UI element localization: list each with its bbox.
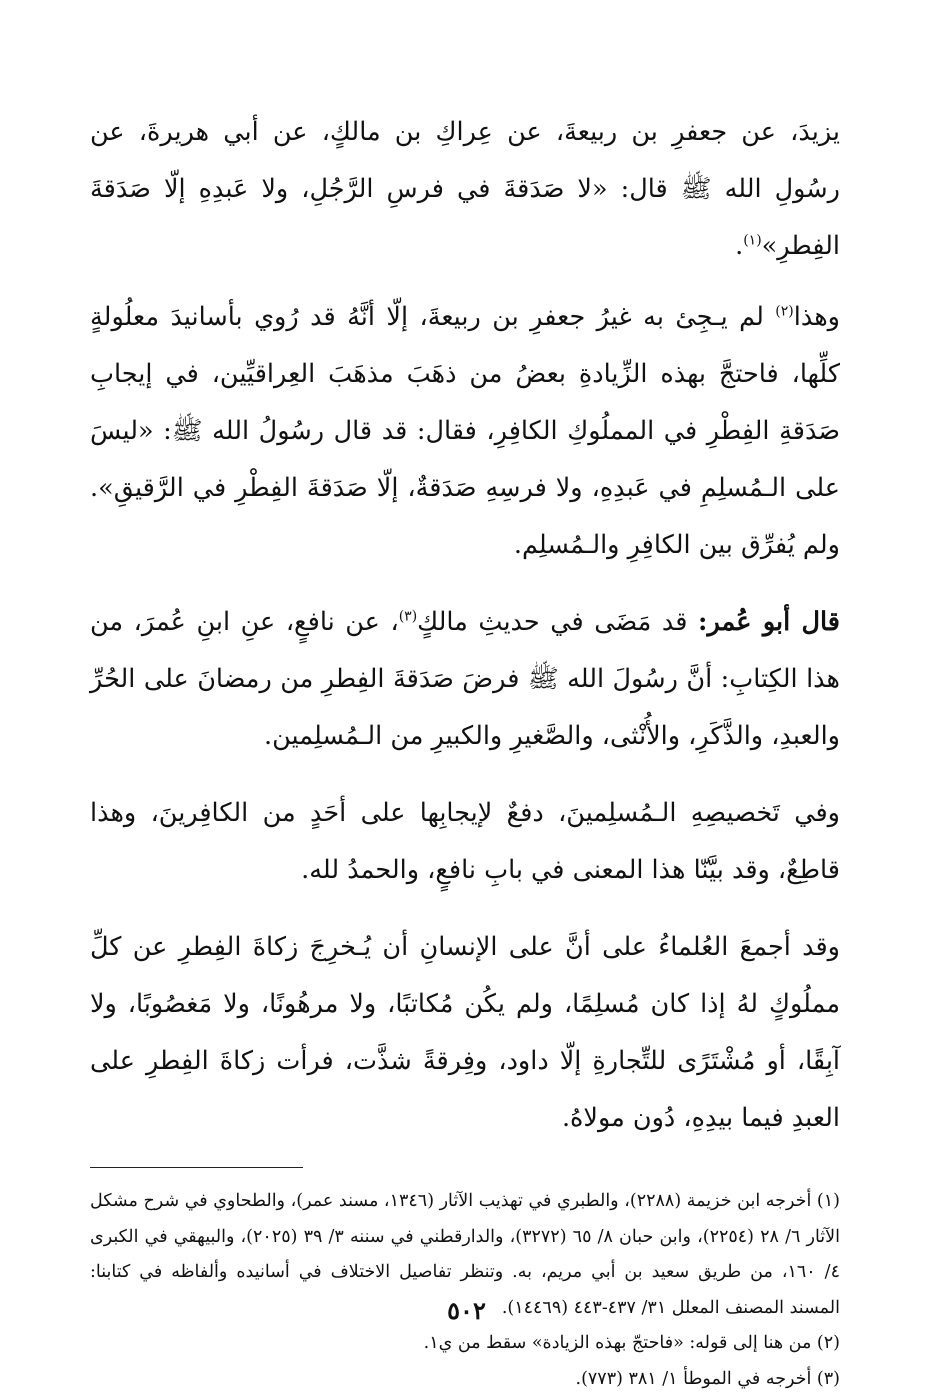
footnote-divider <box>90 1167 303 1168</box>
paragraph-2-body: لم يـجِئ به غيرُ جعفرِ بن ربيعةَ، إلّا أنَّهُ قد رُوي بأسانيدَ معلُولةٍ كلِّها، فاحتجَّ بهذه الزِّيادةِ بعضُ من ذهَبَ مذهَبَ العِراقيِّين، في إيجابِ صَدَقةِ الفِطْرِ في المملُوكِ الكافِرِ، فقال: قد قال رسُولُ الله ﷺ: «ليسَ على الـمُسلِمِ في عَبدِهِ، ولا فرسِهِ صَدَقةٌ، إلّا صَدَقةَ الفِطْرِ في الرَّقيقِ». ولم يُفرِّق بين الكافِرِ والـمُسلِم. <box>90 302 840 560</box>
paragraph-2-start: وهذا <box>794 302 840 332</box>
footnote-1: (١) أخرجه ابن خزيمة (٢٢٨٨)، والطبري في تهذيب الآثار (١٣٤٦، مسند عمر)، والطحاوي في شرح مشكل الآثار ٦/ ٢٨ (٢٢٥٤)، وابن حبان ٨/ ٦٥ (٣٢٧٢)، والدارقطني في سننه ٣/ ٣٩ (٢٠٢٥)، والبيهقي في الكبرى ٤/ ١٦٠، من طريق سعيد بن أبي مريم، به. وتنظر تفاصيل الاختلاف في أسانيده وألفاظه في كتابنا: المسند المصنف المعلل ٣١/ ٤٣٧-٤٤٣ (١٤٤٦٩). <box>90 1184 840 1326</box>
footnote-ref-1: (١) <box>743 233 761 249</box>
paragraph-3 <box>90 594 840 765</box>
page-number: ٥٠٢ <box>0 1296 933 1325</box>
paragraph-3-body: ، عن نافعٍ، عنِ ابنِ عُمرَ، من هذا الكِتابِ: أنَّ رسُولَ الله ﷺ فرضَ صَدَقةَ الفِطرِ من رمضانَ على الحُرِّ والعبدِ، والذَّكَرِ، والأُنْثى، والصَّغيرِ والكبيرِ من الـمُسلِمين. <box>90 607 840 751</box>
book-page <box>90 104 840 1397</box>
footnote-ref-2: (٢) <box>775 304 793 320</box>
paragraph-4 <box>90 785 840 899</box>
paragraph-2 <box>90 289 840 574</box>
footnote-3: (٣) أخرجه في الموطأ ١/ ٣٨١ (٧٧٣). <box>90 1362 840 1397</box>
footnote-ref-3: (٣) <box>399 609 417 625</box>
paragraph-1 <box>90 104 840 275</box>
paragraph-5-text: وقد أجمعَ العُلماءُ على أنَّ على الإنسانِ أن يُـخرِجَ زكاةَ الفِطرِ عن كلِّ مملُوكٍ لهُ إذا كان مُسلِمًا، ولم يكُن مُكاتبًا، ولا مرهُونًا، ولا مَغصُوبًا، ولا آبِقًا، أو مُشْتَرًى للتِّجارةِ إلّا داود، وفِرقةً شذَّت، فرأت زكاةَ الفِطرِ على العبدِ فيما بيدِهِ، دُون مولاهُ. <box>90 932 840 1133</box>
paragraph-5 <box>90 919 840 1147</box>
paragraph-1-text: يزيدَ، عن جعفرِ بن ربيعةَ، عن عِراكِ بن مالكٍ، عن أبي هريرةَ، عن رسُولِ الله ﷺ قال: «لا صَدَقةَ في فرسِ الرَّجُلِ، ولا عَبدِهِ إلّا صَدَقةَ الفِطرِ» <box>90 117 840 261</box>
paragraph-1-tail: . <box>735 231 743 261</box>
paragraph-3-start: قد مَضَى في حديثِ مالكٍ <box>417 607 698 637</box>
footnote-2: (٢) من هنا إلى قوله: «فاحتجّ بهذه الزيادة» سقط من ي١. <box>90 1326 840 1362</box>
paragraph-4-text: وفي تَخصيصِهِ الـمُسلِمينَ، دفعٌ لإيجابِها على أحَدٍ من الكافِرينَ، وهذا قاطِعٌ، وقد بيَّنّا هذا المعنى في بابِ نافعٍ، والحمدُ لله. <box>90 798 840 885</box>
footnotes <box>90 1184 840 1397</box>
speaker-label: قال أبو عُمر: <box>698 607 840 637</box>
main-text <box>90 104 840 1147</box>
